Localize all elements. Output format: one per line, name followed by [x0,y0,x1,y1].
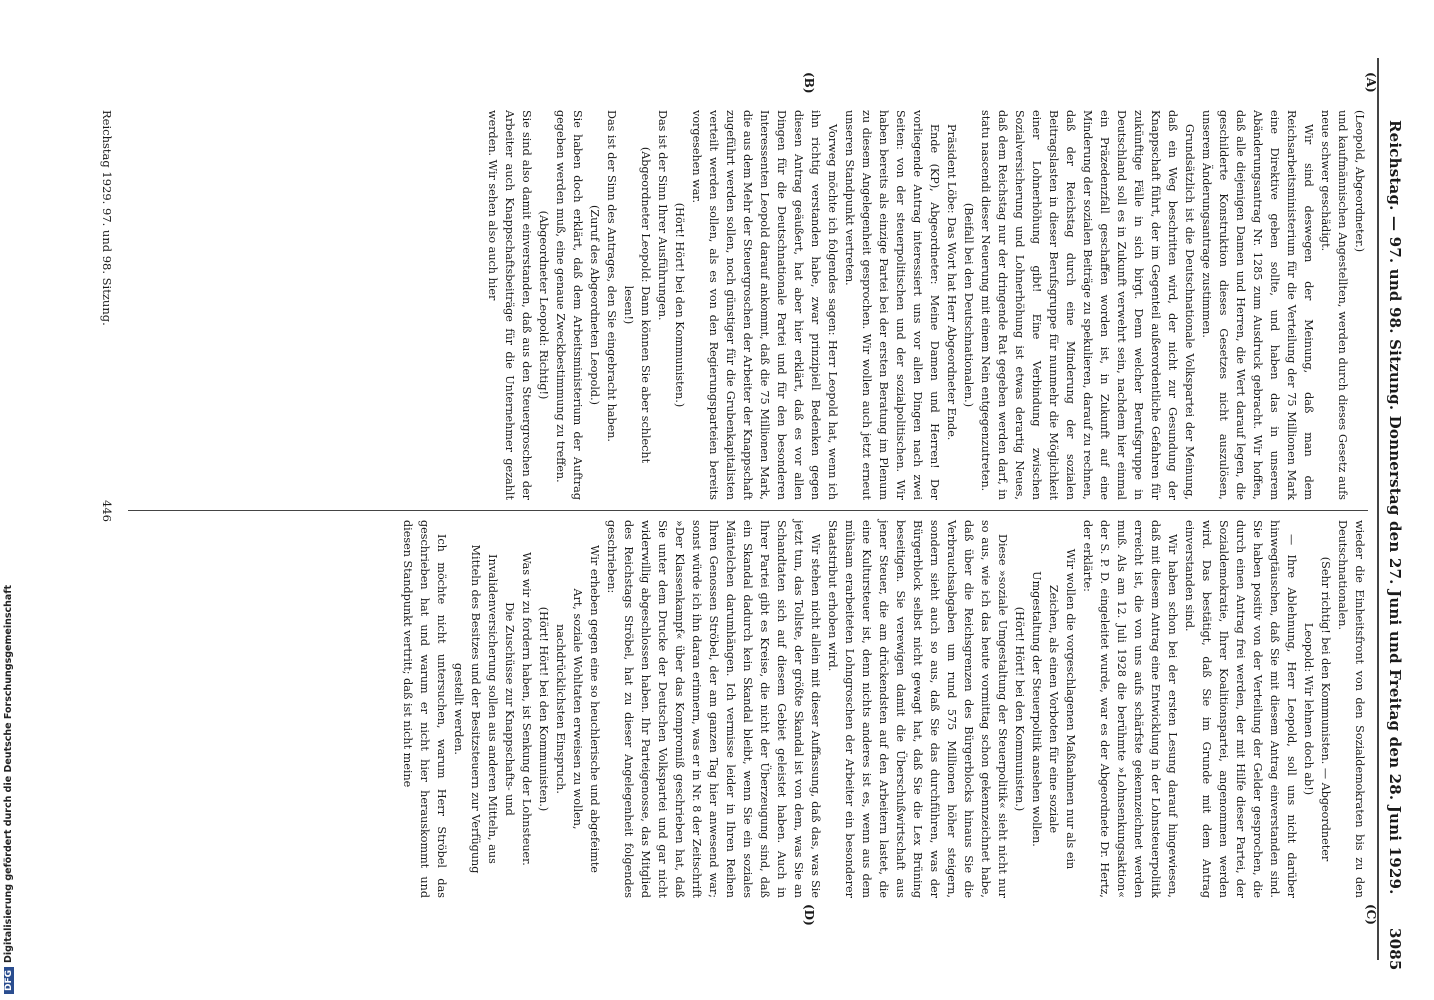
left-column [484,110,1368,500]
paragraph: wieder die Einheitsfront von den Sozialdemokraten bis zu den Deutschnationalen. [1336,520,1366,898]
paragraph: Vorweg möchte ich folgendes sagen: Herr Leopold hat, wenn ich ihn richtig verstanden habe, zwar prinzipiell Bedenken gegen diesen Antrag geäußert, hat aber hier erklärt, daß es vor allen Dingen für die Deutschnationale Partei und für den besonderen Interessenten Leopold darauf ankommt, daß die 75 Millionen Mark, die aus dem Mehr der Steuergroschen der Arbeiter der Knappschaft zugeführt werden sollen, noch günstiger für die Grubenkapitalisten verteilt werden sollen, als es von den Regierungsparteien bereits vorgesehen war. [690,110,839,500]
header-rule [1377,58,1379,960]
paragraph: Wir sind deswegen der Meinung, daß man dem Reichsarbeitsministerium für die Verteilung der 75 Millionen Mark eine Direktive geben sollte, und haben das in unserem Abänderungsantrag Nr. 1285 zum Ausdruck gebracht. Wir hoffen, daß alle diejenigen Damen und Herren, die Wert darauf legen, die geschilderte Konstruktion dieses Gesetzes nicht auszulösen, unserem Änderungsantrage zustimmen. [1200,110,1315,500]
digitization-text: Digitalisierung gefördert durch die Deutsche Forschungsgemeinschaft [3,585,14,963]
right-column [399,520,1368,898]
paragraph: (Hört! Hört! bei den Kommunisten.) [673,202,686,408]
paragraph: Wir erheben gegen eine so heuchlerische und abgefeimte Art, soziale Wohltaten erweisen zu wollen, nachdrücklichsten Einspruch. [554,545,601,873]
paragraph: Das ist der Sinn Ihrer Ausführungen. [656,110,669,321]
paragraph: (Beifall bei den Deutschnationalen.) [962,202,975,408]
paragraph: Wir wollen die vorgeschlagenen Maßnahmen nur als ein Zeichen, als einen Vorboten für eine soziale Umgestaltung der Steuerpolitik ansehen wollen. [1030,548,1077,870]
paragraph: Wir stehen nicht allein mit dieser Auffassung, daß das, was Sie jetzt tun, das Tollste, der größte Skandal ist von dem, was Sie an Schandtaten sich auf diesem Gebiet geleistet haben. Auch in Ihrer Partei gibt es Kreise, die nicht der Überzeugung sind, daß ein Skandal dadurch kein Skandal bleibt, wenn Sie ein soziales Mäntelchen darumhängen. Ich vermisse leider in Ihren Reihen Ihren Genossen Ströbel, der am ganzen Tag hier anwesend war; sonst würde ich ihn daran erinnern, was er in Nr. 8 der Zeitschrift »Der Klassenkampf« über das Kompromiß geschrieben hat, daß Sie unter dem Drucke der Deutschen Volkspartei und gar nicht widerwillig abgeschlossen haben. Ihr Parteigenosse, das Mitglied des Reichstags Ströbel, hat zu dieser Angelegenheit folgendes geschrieben: [605,520,822,898]
dfg-logo: DFG [4,967,14,994]
paragraph: (Hört! Hört! bei den Kommunisten.) [1013,606,1026,812]
running-header: Reichstag. — 97. und 98. Sitzung. Donnerstag den 27. Juni und Freitag den 28. Juni 1929. [1386,120,1404,895]
paragraph: Sie sind also damit einverstanden, daß aus den Steuergroschen der Arbeiter auch Knappschaftsbeiträge für die Unternehmer gezahlt werden. Wir sehen also auch hier [486,110,533,500]
paragraph: Grundsätzlich ist die Deutschnationale Volkspartei der Meinung, daß ein Weg beschritten wird, der nicht zur Gesundung der Knappschaft führt, der im Gegenteil außerordentliche Gefahren für zukünftige Fälle in sich birgt. Denn welcher Berufsgruppe in Deutschland soll es in Zukunft verwehrt sein, nachdem hier einmal ein Präzedenzfall geschaffen worden ist, in Zukunft auf eine Minderung der sozialen Beiträge zu spekulieren, darauf zu rechnen, daß der Reichstag durch eine Minderung der sozialen Beitragslasten in dieser Berufsgruppe für nunmehr die Möglichkeit einer Lohnerhöhung gibt! Eine Verbindung zwischen Sozialversicherung und Lohnerhöhung ist etwas derartig Neues, daß dem Reichstag nur der dringende Rat gegeben werden darf, in statu nascendi dieser Neuerung mit einem Nein entgegenzutreten. [979,110,1196,500]
paragraph: Wir haben schon bei der ersten Lesung darauf hingewiesen, daß mit diesem Antrag eine Entwicklung in der Lohnsteuerpolitik erreicht ist, die von uns aufs schärfste gekennzeichnet werden muß. Als am 12. Juli 1928 die berühmte »Lohnsenkungsaktion« der S. P. D. eingeleitet wurde, war es der Abgeordnete Dr. Hertz, der erklärte: [1081,520,1179,898]
footer-page-number: 446 [100,500,114,522]
paragraph: (Zuruf des Abgeordneten Leopold.) [588,205,601,405]
footer-left: Reichstag 1929. 97. und 98. Sitzung. [100,110,114,326]
margin-letter-a: (A) [1364,72,1378,93]
paragraph: und kaufmännischen Angestellten, werden durch dieses Gesetz aufs neue schwer geschädigt. [1319,110,1349,500]
paragraph: Ich möchte nicht untersuchen, warum Herr Ströbel das geschrieben hat und warum er nicht hier herauskommt und diesen Standpunkt vertritt; daß ist nicht meine [401,520,448,898]
margin-letter-b: (B) [802,72,816,94]
paragraph: Ende (KP), Abgeordneter: Meine Damen und Herren! Der vorliegende Antrag interessiert uns vor allen Dingen nach zwei Seiten: von der steuerpolitischen und der sozialpolitischen. Wir haben bereits als einzige Partei bei der ersten Beratung im Plenum zu diesem Angelegenheit gesprochen. Wir wollen auch jetzt erneut unseren Standpunkt vertreten. [843,110,941,500]
page-number: 3085 [1386,928,1404,971]
paragraph: Diese »soziale Umgestaltung der Steuerpolitik« sieht nicht nur so aus, wie ich das heute vormittag schon gekennzeichnet habe, daß über die Reichsgrenzen des Bürgerblocks hinaus Sie die Verbrauchsabgaben um rund 575 Millionen höher steigern, sondern sieht auch so aus, daß Sie das durchführen, was der Bürgerblock selbst nicht gewagt hat, daß Sie die Lex Brüning beseitigen. Sie verewigen damit die Überschußwirtschaft aus jener Steuer, die am drückendsten auf den Arbeitern lastet, die eine Kultursteuer ist, denn nichts anderes ist es, wenn aus dem mühsam erarbeiteten Lohngroschen der Arbeiter ein besonderer Staatstribut erhoben wird. [826,520,1009,898]
column-divider [128,510,1368,511]
paragraph: Das ist der Sinn des Antrages, den Sie eingebracht haben. [605,110,618,442]
paragraph: (Hört! Hört! bei den Kommunisten.) [537,606,550,812]
paragraph: (Abgeordneter Leopold: Dann können Sie aber schlecht lesen!) [622,146,652,464]
paragraph: Präsident Löbe: Das Wort hat Herr Abgeordneter Ende. [945,124,958,441]
paragraph: (Leopold, Abgeordneter.) [1353,110,1366,253]
digitization-note [3,585,14,994]
margin-letter-c: (C) [1364,904,1378,925]
margin-letter-d: (D) [802,904,816,926]
paragraph: Sie haben doch erklärt, daß dem Arbeitsministerium der Auftrag gegeben werden muß, eine genaue Zweckbestimmung zu treffen. [554,110,584,500]
paragraph: Was wir zu fordern haben, ist Senkung der Lohnsteuer. Die Zuschüsse zur Knappschafts- und Invalidenversicherung sollen aus anderen Mitteln, aus Mitteln des Besitzes und der Besitzsteuern zur Verfügung gestellt werden. [452,544,533,874]
paragraph: (Abgeordneter Leopold: Richtig!) [537,210,550,400]
paragraph: (Sehr richtig! bei den Kommunisten. — Abgeordneter Leopold: Wir lehnen doch ab!) [1302,556,1332,862]
paragraph: — Ihre Ablehnung, Herr Leopold, soll uns nicht darüber hinwegtäuschen, daß Sie mit diesem Antrag einverstanden sind. Sie haben positiv von der Verteilung der Gelder gesprochen, die durch einen Antrag frei werden, der mit Hilfe dieser Partei, der Sozialdemokratie, Ihrer Koalitionspartei, angenommen werden wird. Das bestätigt, daß Sie im Grunde mit dem Antrag einverstanden sind. [1183,520,1298,898]
